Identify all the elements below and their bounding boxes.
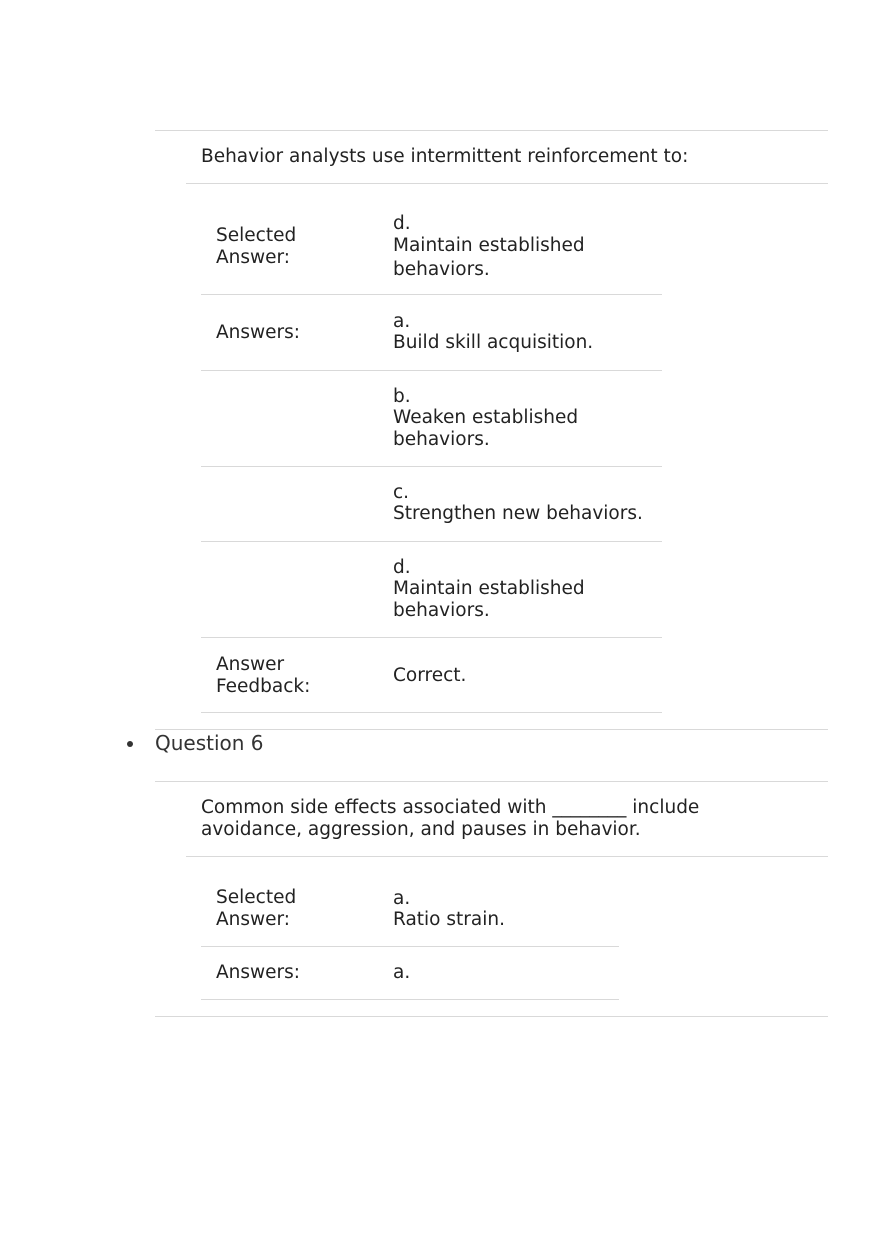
answer-option-c — [393, 483, 643, 525]
selected-answer-label: Selected Answer: — [216, 887, 297, 930]
question-prompt: Behavior analysts use intermittent reinforcement to: — [201, 146, 689, 167]
answer-letter: a. — [393, 311, 411, 332]
answer-letter: d. — [393, 213, 411, 234]
answer-text: Weaken established — [393, 407, 579, 428]
answer-letter: d. — [393, 557, 411, 578]
answer-text: Ratio strain. — [393, 909, 505, 930]
divider — [201, 541, 662, 542]
answer-letter: a. — [393, 888, 411, 909]
question-prompt: Common side effects associated with ________ include avoidance, aggression, and pauses in behavior. — [201, 797, 700, 840]
answer-text: behaviors. — [393, 259, 490, 280]
divider — [201, 466, 662, 467]
answer-feedback-label: Answer Feedback: — [216, 654, 311, 697]
selected-answer-value — [393, 889, 505, 931]
divider — [201, 294, 662, 295]
divider — [201, 370, 662, 371]
divider — [155, 781, 828, 782]
answers-label: Answers: — [216, 962, 301, 983]
answer-text: Strengthen new behaviors. — [393, 503, 643, 524]
answer-text: Build skill acquisition. — [393, 332, 594, 353]
answer-letter: c. — [393, 482, 410, 503]
divider — [186, 856, 828, 857]
divider — [201, 946, 619, 947]
answer-option-a — [393, 312, 593, 354]
divider — [155, 729, 828, 730]
answer-text: Maintain established — [393, 578, 585, 599]
answer-option-a — [393, 962, 410, 982]
answer-text: Maintain established — [393, 235, 585, 256]
divider — [155, 1016, 828, 1017]
selected-answer-label: Selected Answer: — [216, 225, 297, 268]
answer-feedback-value: Correct. — [393, 665, 467, 686]
answer-text: behaviors. — [393, 429, 490, 450]
divider — [201, 999, 619, 1000]
answer-letter: b. — [393, 386, 411, 407]
divider — [155, 130, 828, 131]
bullet-icon — [127, 741, 133, 747]
question-title: Question 6 — [155, 731, 264, 755]
answers-label: Answers: — [216, 322, 301, 343]
selected-answer-value — [393, 214, 585, 282]
divider — [186, 183, 828, 184]
divider — [201, 637, 662, 638]
answer-option-b — [393, 387, 578, 451]
answer-text: behaviors. — [393, 600, 490, 621]
divider — [201, 712, 662, 713]
answer-option-d — [393, 558, 585, 622]
answer-letter: a. — [393, 962, 411, 983]
